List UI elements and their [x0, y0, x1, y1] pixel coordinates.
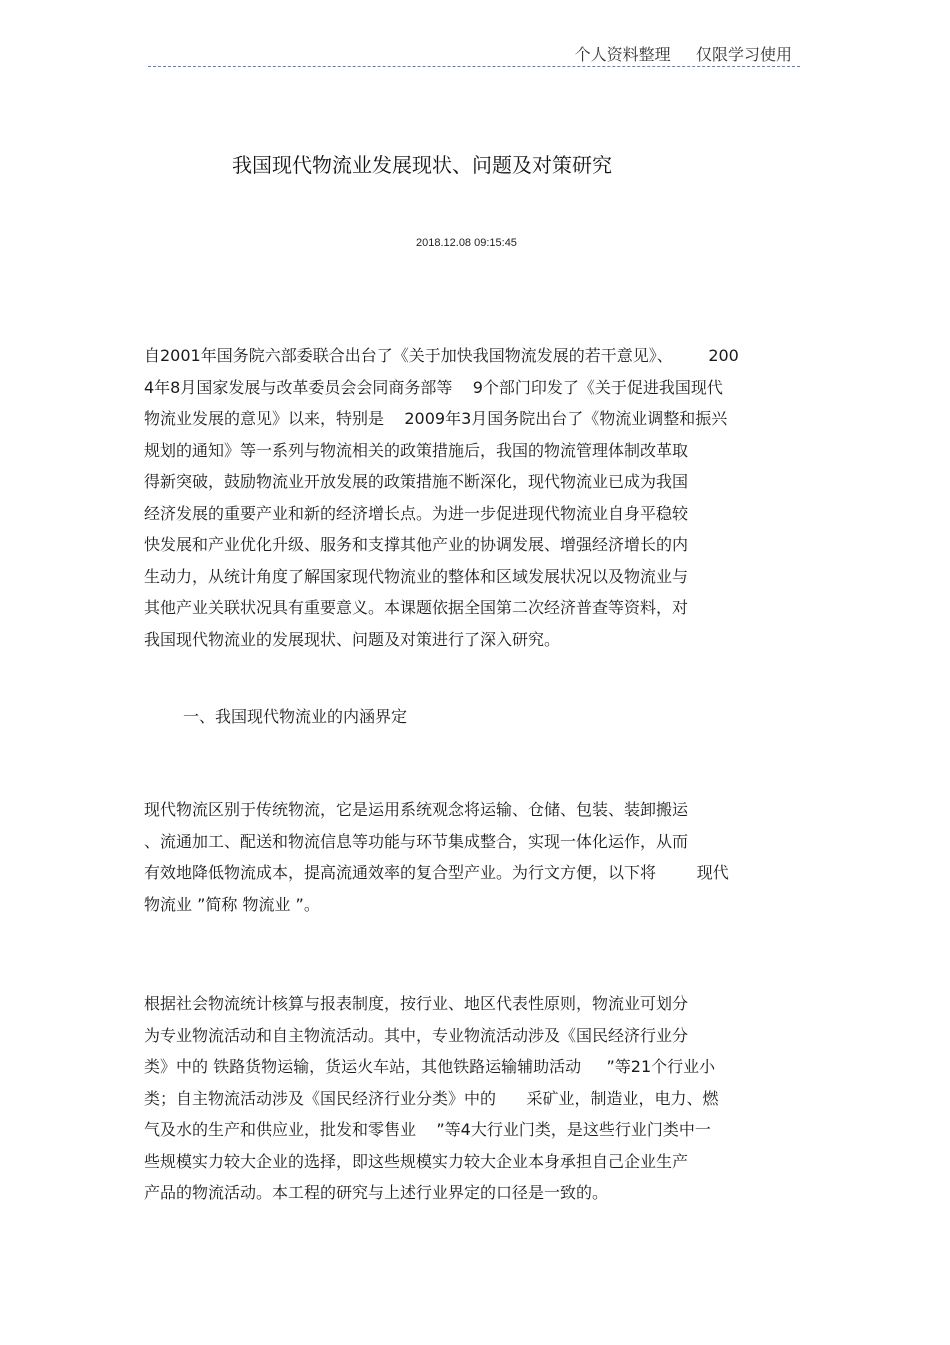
- paragraph-line: 自2001年国务院六部委联合出台了《关于加快我国物流发展的若干意见》、 200: [144, 346, 739, 365]
- paragraph-line: 现代物流区别于传统物流，它是运用系统观念将运输、仓储、包装、装卸搬运: [144, 800, 689, 819]
- paragraph-line: 气及水的生产和供应业，批发和零售业 ”等4大行业门类，是这些行业门类中一: [144, 1120, 711, 1139]
- document-title: 我国现代物流业发展现状、问题及对策研究: [232, 153, 612, 177]
- paragraph-line: 生动力，从统计角度了解国家现代物流业的整体和区域发展状况以及物流业与: [144, 566, 689, 586]
- paragraph-line: 根据社会物流统计核算与报表制度，按行业、地区代表性原则，物流业可划分: [144, 994, 689, 1013]
- paragraph-definition: [144, 794, 814, 920]
- paragraph-line: 产品的物流活动。本工程的研究与上述行业界定的口径是一致的。: [144, 1183, 609, 1202]
- document-date: 2018.12.08 09:15:45: [416, 237, 517, 249]
- page-header: [148, 40, 800, 67]
- paragraph-line: 为专业物流活动和自主物流活动。其中，专业物流活动涉及《国民经济行业分: [144, 1025, 689, 1045]
- paragraph-line: 快发展和产业优化升级、服务和支撑其他产业的协调发展、增强经济增长的内: [144, 535, 689, 554]
- paragraph-line: 物流业 ”简称 物流业 ”。: [144, 894, 320, 914]
- paragraph-line: 、流通加工、配送和物流信息等功能与环节集成整合，实现一体化运作，从而: [144, 831, 689, 851]
- paragraph-line: 类；自主物流活动涉及《国民经济行业分类》中的 采矿业，制造业，电力、燃: [144, 1088, 719, 1108]
- paragraph-line: 我国现代物流业的发展现状、问题及对策进行了深入研究。: [144, 629, 561, 649]
- section-heading: 一、我国现代物流业的内涵界定: [183, 707, 408, 726]
- paragraph-line: 类》中的 铁路货物运输，货运火车站，其他铁路运输辅助活动 ”等21个行业小: [144, 1057, 716, 1076]
- paragraph-line: 4年8月国家发展与改革委员会会同商务部等 9个部门印发了《关于促进我国现代: [144, 377, 723, 397]
- paragraph-line: 其他产业关联状况具有重要意义。本课题依据全国第二次经济普查等资料，对: [144, 598, 689, 617]
- paragraph-line: 得新突破，鼓励物流业开放发展的政策措施不断深化，现代物流业已成为我国: [144, 472, 689, 491]
- paragraph-line: 有效地降低物流成本，提高流通效率的复合型产业。为行文方便，以下将 现代: [144, 863, 729, 882]
- paragraph-line: 物流业发展的意见》以来，特别是 2009年3月国务院出台了《物流业调整和振兴: [144, 409, 728, 428]
- paragraph-line: 些规模实力较大企业的选择，即这些规模实力较大企业本身承担自己企业生产: [144, 1151, 689, 1171]
- paragraph-intro: [144, 340, 814, 655]
- paragraph-line: 经济发展的重要产业和新的经济增长点。为进一步促进现代物流业自身平稳较: [144, 503, 689, 523]
- header-note: 个人资料整理 仅限学习使用: [574, 45, 792, 64]
- paragraph-classification: [144, 988, 814, 1209]
- paragraph-line: 规划的通知》等一系列与物流相关的政策措施后，我国的物流管理体制改革取: [144, 440, 689, 460]
